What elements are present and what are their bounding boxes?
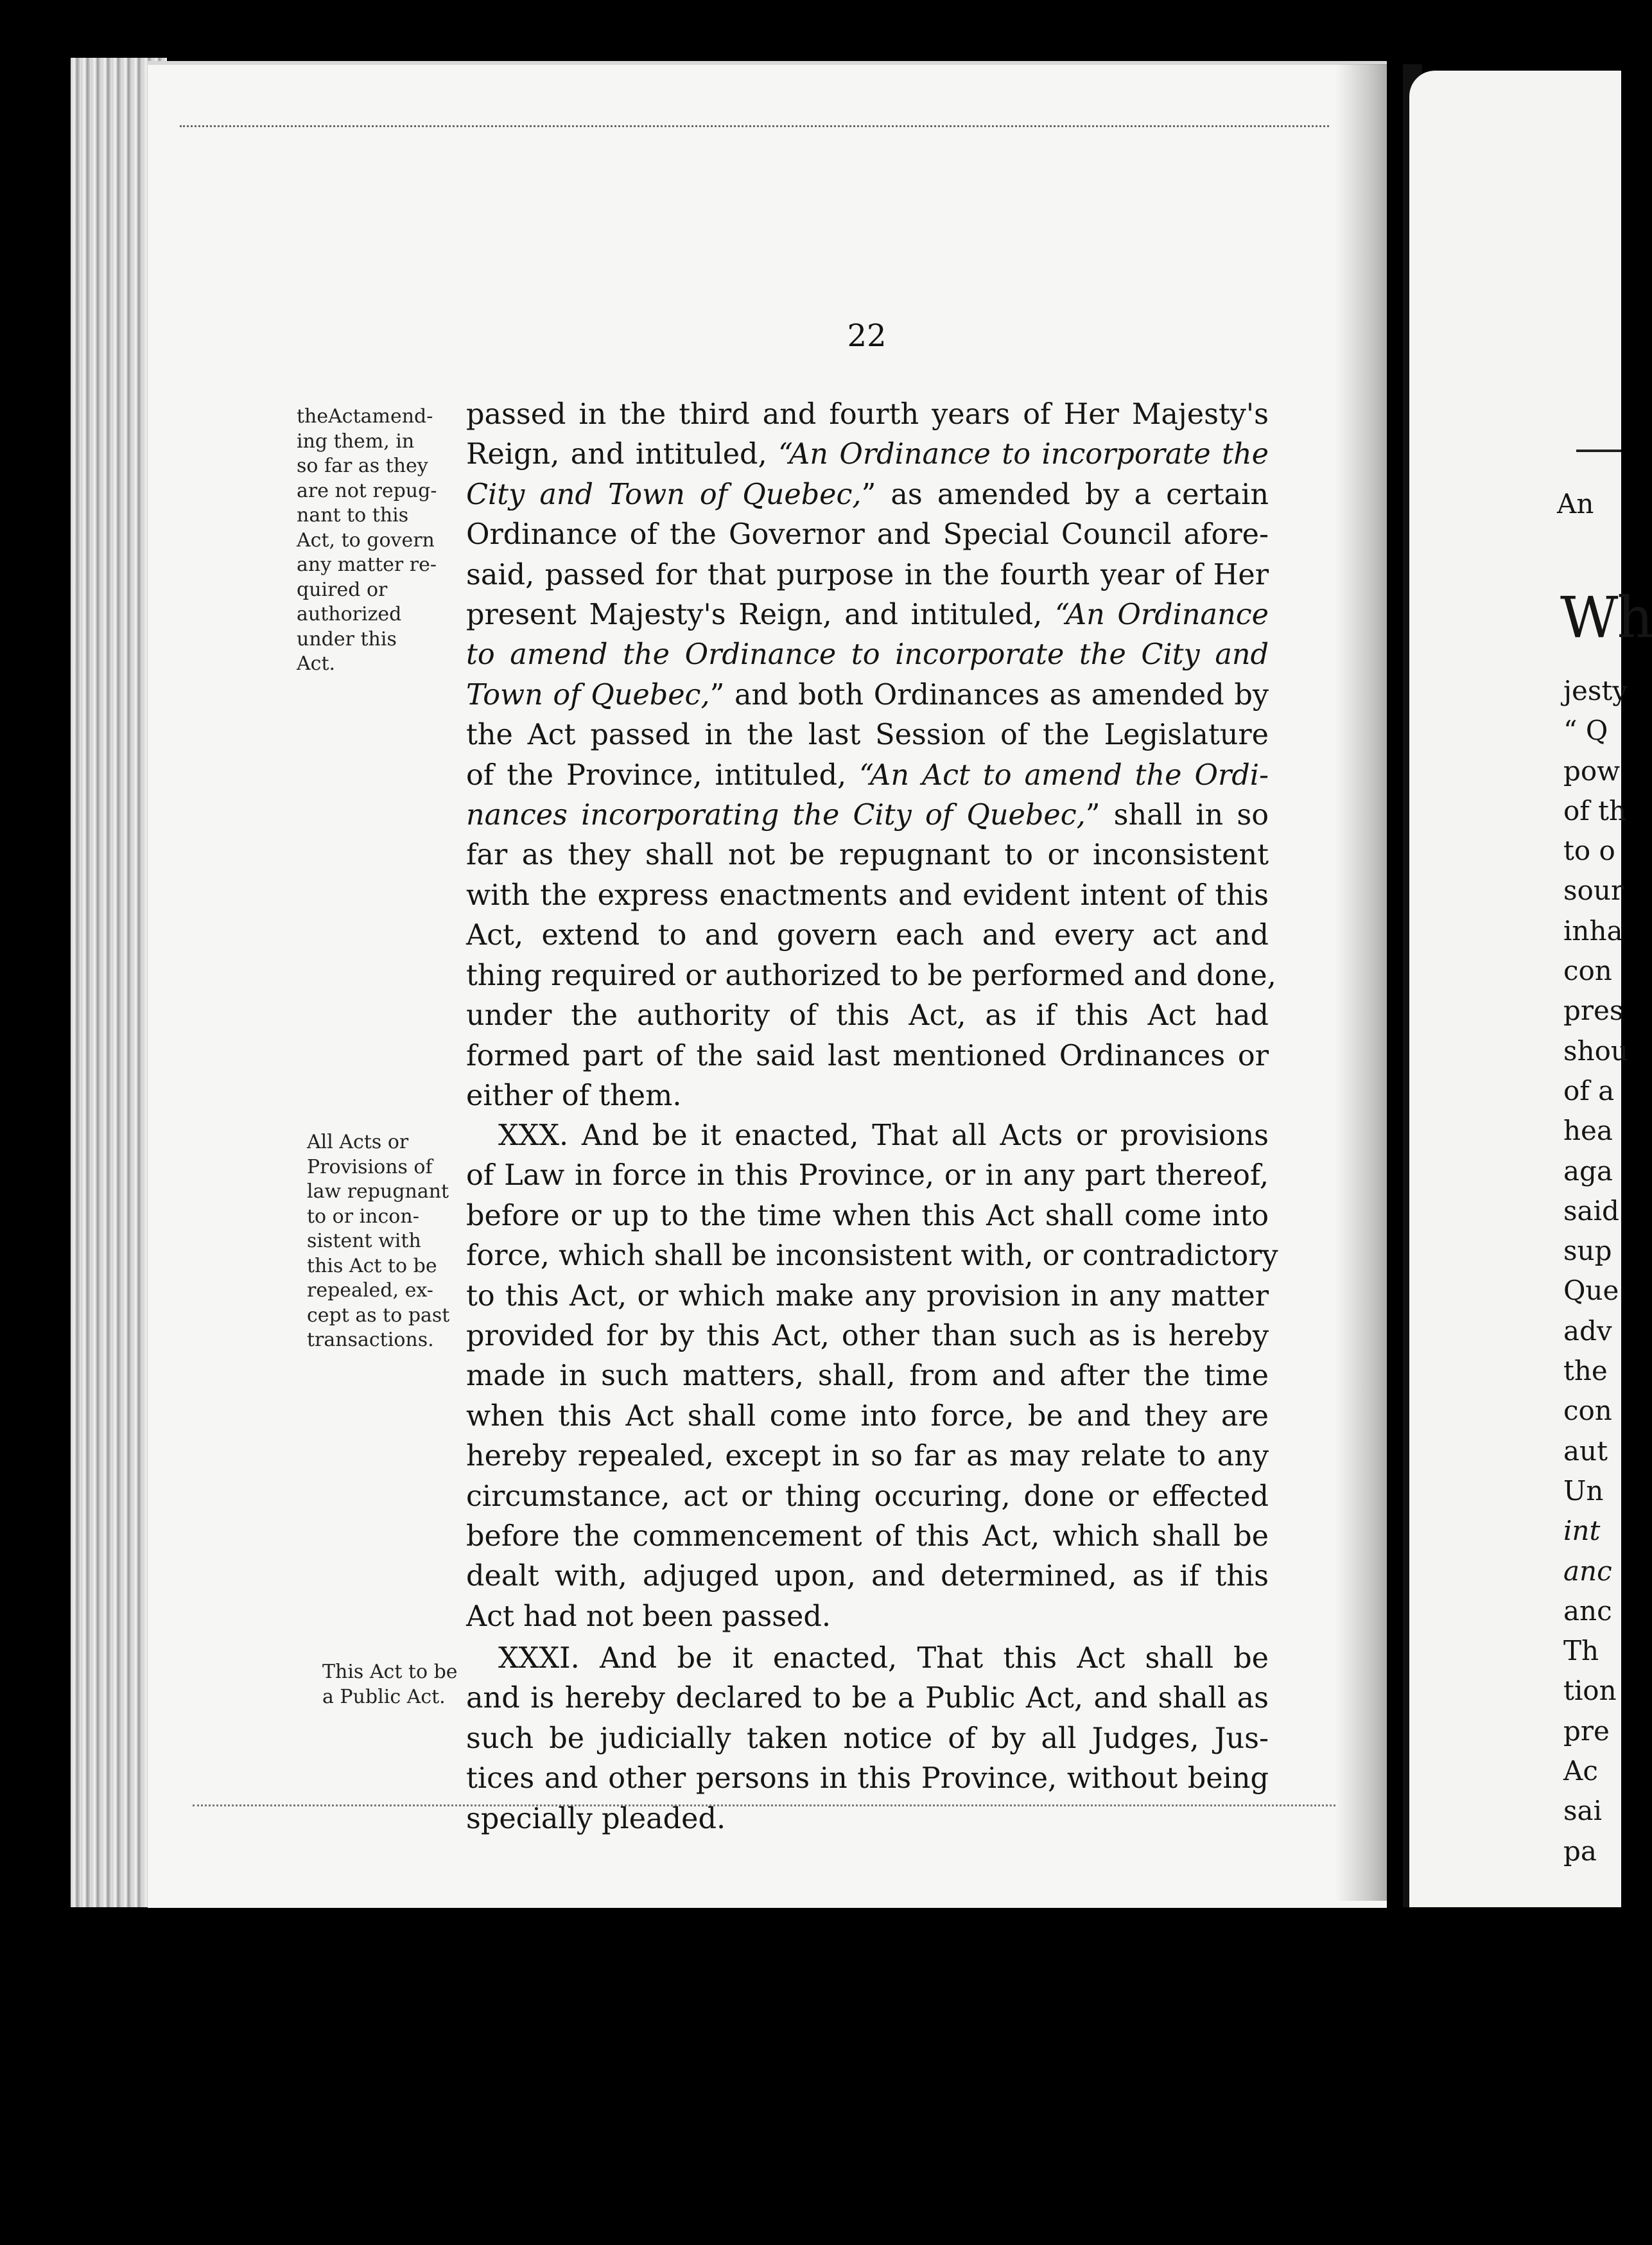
text-line: before or up to the time when this Act shall come into — [466, 1199, 1269, 1232]
text-line: with the express enactments and evident intent of this — [466, 878, 1269, 912]
text-line: present Majesty's Reign, and intituled, “An Ordinance — [466, 598, 1269, 632]
margin-note-repeal — [307, 1130, 474, 1353]
margin-note-line: quired or — [297, 578, 388, 601]
text-line: sour — [1563, 875, 1624, 907]
text-line: to amend the Ordinance to incorporate the City and — [466, 638, 1269, 672]
margin-note-line: are not repug- — [297, 479, 437, 502]
margin-note-line: transactions. — [307, 1329, 434, 1351]
text-line: Un — [1563, 1474, 1604, 1507]
text-line: hereby repealed, except in so far as may relate to any — [466, 1440, 1269, 1473]
margin-note-line: this Act to be — [307, 1254, 437, 1277]
text-line: con — [1563, 1395, 1612, 1427]
margin-note-line: repealed, ex- — [307, 1279, 433, 1302]
margin-note-line: nant to this — [297, 504, 409, 527]
text-line: int — [1563, 1515, 1601, 1547]
margin-note-line: All Acts or — [307, 1131, 409, 1153]
text-line: XXXI. And be it enacted, That this Act shall be — [498, 1642, 1269, 1675]
text-line: the — [1563, 1355, 1608, 1387]
text-line: of th — [1563, 794, 1627, 826]
text-line: Town of Quebec,” and both Ordinances as amended by — [466, 678, 1269, 712]
top-rule — [180, 125, 1329, 127]
margin-note-line: cept as to past — [307, 1304, 450, 1327]
text-line: tion — [1563, 1675, 1617, 1707]
text-line: to o — [1563, 835, 1615, 867]
margin-note-line: under this — [297, 627, 397, 651]
text-line: to this Act, or which make any provision in any matter — [466, 1279, 1269, 1313]
text-line: Act had not been passed. — [466, 1600, 831, 1633]
text-line: of a — [1563, 1074, 1615, 1106]
text-line: XXX. And be it enacted, That all Acts or provisions — [498, 1119, 1269, 1152]
text-line: pres — [1563, 995, 1624, 1027]
text-line: specially pleaded. — [466, 1802, 726, 1835]
text-line: anc — [1563, 1555, 1612, 1587]
right-page-initial: Wh — [1560, 584, 1652, 651]
margin-note-line: This Act to be — [322, 1661, 458, 1683]
text-line: of Law in force in this Province, or in any part thereof, — [466, 1159, 1269, 1192]
margin-note-line: any matter re- — [297, 554, 437, 576]
margin-note-line: a Public Act. — [322, 1685, 446, 1708]
page-number: 22 — [847, 318, 887, 354]
margin-note-line: Act, to govern — [297, 528, 435, 552]
text-line: before the commencement of this Act, which shall be — [466, 1520, 1269, 1553]
text-line: tices and other persons in this Province, without being — [466, 1762, 1269, 1795]
margin-note-line: authorized — [297, 603, 402, 625]
text-line: hea — [1563, 1115, 1613, 1147]
text-line: thing required or authorized to be performed and done, — [466, 959, 1276, 992]
text-line: force, which shall be inconsistent with, or contradictory — [466, 1239, 1278, 1273]
text-line: Act, extend to and govern each and every act and — [466, 919, 1269, 952]
text-line: nances incorporating the City of Quebec,” shall in so — [466, 799, 1269, 832]
text-line: jesty — [1563, 675, 1628, 706]
margin-note-line: sistent with — [307, 1230, 421, 1252]
right-page-heading: An — [1557, 488, 1594, 520]
text-line: City and Town of Quebec,” as amended by a certain — [466, 478, 1269, 511]
text-line: Ordinance of the Governor and Special Council afore- — [466, 518, 1269, 552]
text-line: aut — [1563, 1435, 1608, 1467]
text-line: under the authority of this Act, as if this Act had — [466, 999, 1269, 1033]
page-gutter-shadow — [1335, 64, 1393, 1901]
margin-note-line: ing them, in — [297, 430, 415, 453]
margin-note-line: Provisions of — [307, 1155, 433, 1178]
right-page-rule — [1576, 450, 1621, 452]
text-line: pre — [1563, 1715, 1610, 1747]
margin-note-line: law repugnant — [307, 1180, 449, 1203]
text-line: Que — [1563, 1275, 1619, 1307]
text-line: the Act passed in the last Session of the Legislature — [466, 719, 1269, 752]
text-line: said, passed for that purpose in the fourth year of Her — [466, 558, 1269, 591]
text-line: formed part of the said last mentioned Ordinances or — [466, 1039, 1269, 1072]
text-line: Reign, and intituled, “An Ordinance to incorporate the — [466, 438, 1269, 471]
text-line: con — [1563, 955, 1612, 987]
text-line: made in such matters, shall, from and after the time — [466, 1359, 1269, 1393]
margin-note-public-act — [322, 1660, 489, 1709]
margin-note-line: theActamend- — [297, 405, 433, 428]
text-line: and is hereby declared to be a Public Act, and shall as — [466, 1682, 1269, 1715]
text-line: shou — [1563, 1035, 1628, 1067]
text-line: Th — [1563, 1635, 1599, 1667]
margin-note-line: to or incon- — [307, 1205, 419, 1228]
text-line: inha — [1563, 914, 1623, 947]
text-line: “ Q — [1563, 715, 1608, 747]
text-line: pa — [1563, 1835, 1597, 1867]
margin-note-line: Act. — [297, 652, 336, 675]
text-line: dealt with, adjuged upon, and determined, as if this — [466, 1560, 1269, 1593]
text-line: anc — [1563, 1594, 1612, 1627]
text-line: of the Province, intituled, “An Act to amend the Ordi- — [466, 758, 1269, 792]
text-line: circumstance, act or thing occuring, done or effected — [466, 1480, 1269, 1513]
text-line: passed in the third and fourth years of Her Majesty's — [466, 398, 1269, 431]
text-line: aga — [1563, 1155, 1613, 1187]
text-line: either of them. — [466, 1079, 682, 1112]
text-line: provided for by this Act, other than such as is hereby — [466, 1320, 1269, 1353]
section-xxx — [466, 1116, 1278, 1637]
paragraph-continuation — [466, 395, 1276, 1116]
text-line: sup — [1563, 1235, 1612, 1267]
text-line: when this Act shall come into force, be and they are — [466, 1399, 1269, 1433]
text-line: sai — [1563, 1795, 1603, 1827]
text-line: adv — [1563, 1315, 1612, 1347]
text-line: said — [1563, 1194, 1619, 1227]
right-page-text — [1563, 671, 1628, 1871]
margin-note-ordinances — [297, 405, 464, 677]
text-line: far as they shall not be repugnant to or inconsistent — [466, 839, 1269, 872]
text-line: pow — [1563, 755, 1621, 787]
text-line: such be judicially taken notice of by all Judges, Jus- — [466, 1722, 1269, 1755]
text-line: Ac — [1563, 1755, 1598, 1787]
section-xxxi — [466, 1639, 1269, 1839]
margin-note-line: so far as they — [297, 455, 428, 477]
